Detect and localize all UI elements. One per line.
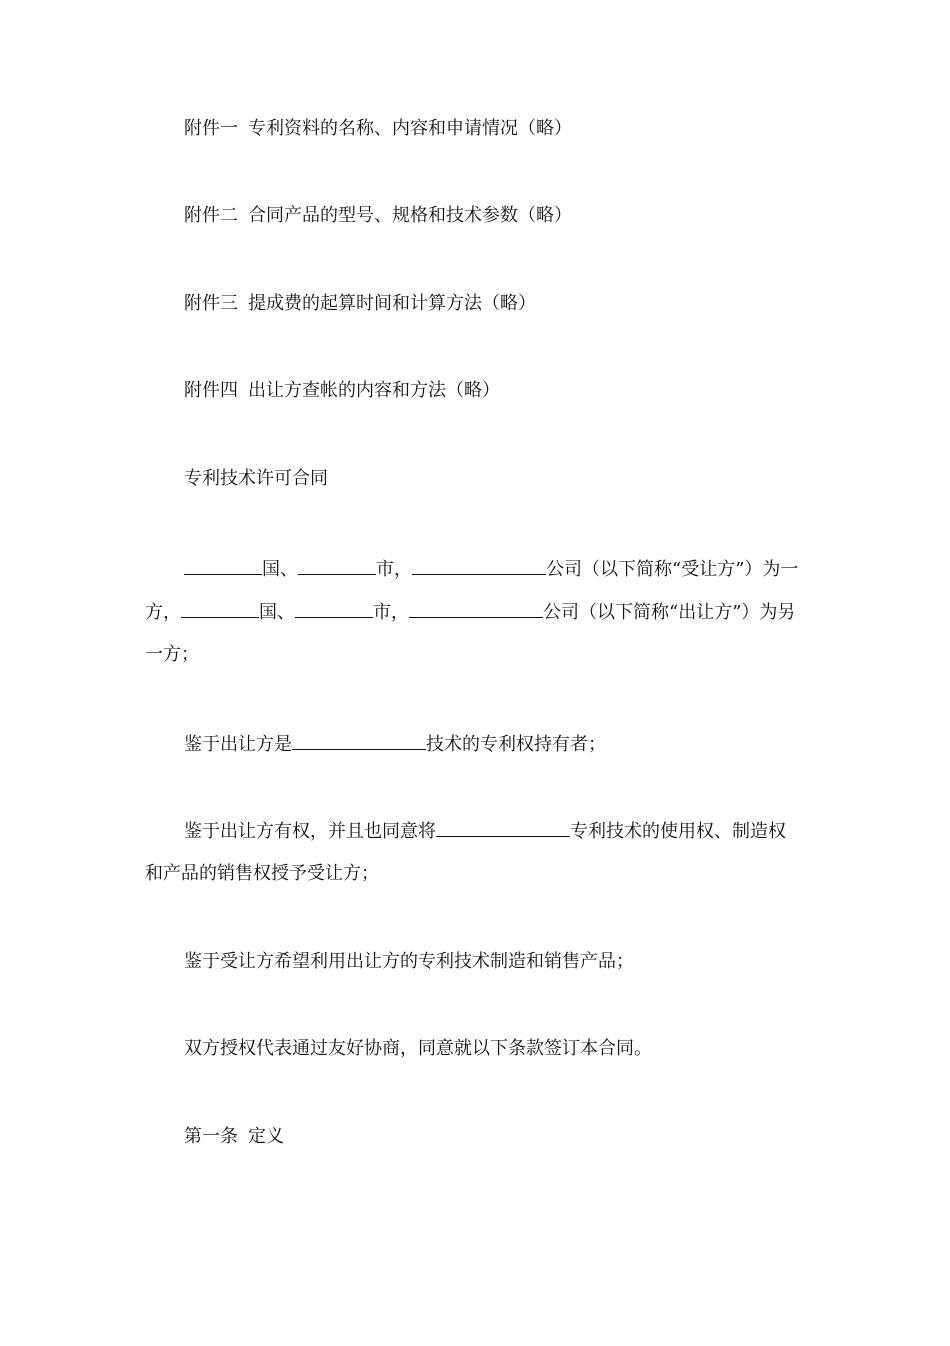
appendix-text: 出让方查帐的内容和方法（略） [248, 380, 500, 401]
blank-field [298, 556, 376, 575]
parties-line-2: 方， 国、 市， 公司（以下简称“出让方”）为另 [145, 599, 795, 625]
blank-field [295, 599, 373, 618]
appendix-label: 附件四 [184, 380, 238, 401]
contract-title: 专利技术许可合同 [184, 468, 328, 489]
appendix-text: 合同产品的型号、规格和技术参数（略） [248, 205, 572, 226]
blank-field [292, 731, 426, 750]
parties-line-3: 一方； [145, 644, 199, 665]
blank-field [184, 556, 262, 575]
appendix-1 [184, 117, 572, 141]
appendix-text: 提成费的起算时间和计算方法（略） [248, 293, 536, 314]
recital-2: 鉴于出让方有权，并且也同意将 专利技术的使用权、制造权 [184, 818, 786, 844]
agreement-statement: 双方授权代表通过友好协商，同意就以下条款签订本合同。 [184, 1038, 652, 1059]
parties-line-1: 国、 市， 公司（以下简称“受让方”）为一 [184, 556, 798, 582]
appendix-2 [184, 204, 572, 228]
recital-3: 鉴于受让方希望利用出让方的专利技术制造和销售产品； [184, 951, 634, 972]
article-1-heading: 第一条 定义 [184, 1126, 284, 1147]
appendix-label: 附件一 [184, 118, 238, 139]
blank-field [412, 556, 546, 575]
appendix-label: 附件三 [184, 293, 238, 314]
blank-field [181, 599, 259, 618]
recital-1: 鉴于出让方是 技术的专利权持有者； [184, 731, 606, 757]
blank-field [436, 818, 570, 837]
appendix-4 [184, 379, 500, 403]
appendix-3 [184, 292, 536, 316]
appendix-text: 专利资料的名称、内容和申请情况（略） [248, 118, 572, 139]
blank-field [409, 599, 543, 618]
recital-2-line-2: 和产品的销售权授予受让方； [145, 863, 379, 884]
appendix-label: 附件二 [184, 205, 238, 226]
